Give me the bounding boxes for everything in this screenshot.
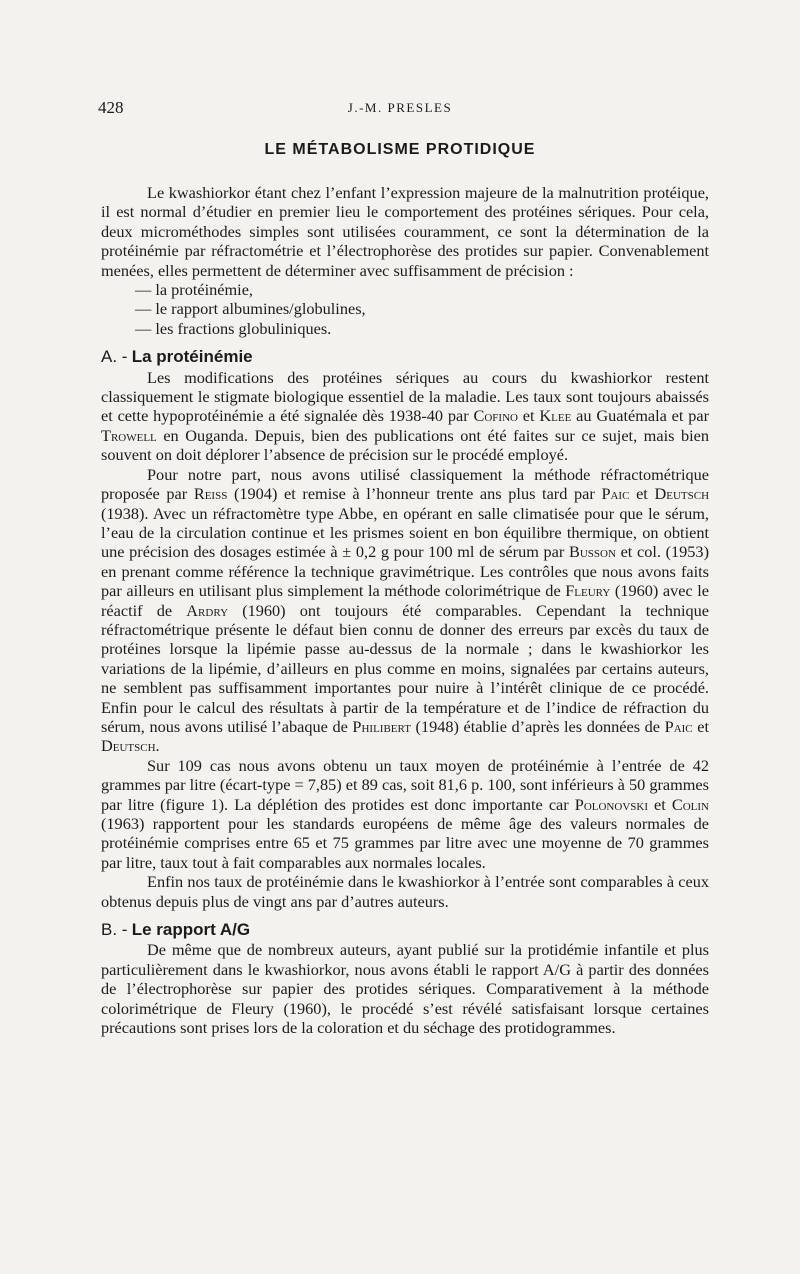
list-item: — la protéinémie, bbox=[135, 280, 253, 300]
author-name: Paic bbox=[664, 716, 693, 736]
section-a-paragraph-1: Les modifications des protéines sériques au cours du kwashiorkor restent classiquement le stigmate biologique essentiel de la maladie. Les taux sont toujours abaissés et cette hypoprotéinémie a été signalée dès 1938-40 par Cofino et Klee au Guatémala et par Trowell en Ouganda. Depuis, bien des publications ont été faites sur ce sujet, mais bien souvent on doit déplorer l’absence de précision sur le procédé employé. bbox=[101, 367, 710, 465]
running-head: J.-M. PRESLES bbox=[347, 100, 453, 115]
intro-paragraph: Le kwashiorkor étant chez l’enfant l’expression majeure de la malnutrition protéique, il est normal d’étudier en premier lieu le comportement des protéines sériques. Pour cela, deux microméthodes simples sont utilisées couramment, ce sont la détermination de la protéinémie par réfractométrie et l’électrophorèse des protides sur papier. Convenablement menées, elles permettent de déterminer avec suffisamment de précision : bbox=[101, 183, 709, 280]
section-b-letter: B. - bbox=[101, 920, 128, 940]
section-a-paragraph-4: Enfin nos taux de protéinémie dans le kwashiorkor à l’entrée sont comparables à ceux obtenus depuis plus de vingt ans par d’autres auteurs. bbox=[101, 872, 709, 911]
page-number: 428 bbox=[98, 98, 124, 117]
section-a-paragraph-2: Pour notre part, nous avons utilisé classiquement la méthode réfractométrique proposée par Reiss (1904) et remise à l’honneur trente ans plus tard par Paic et Deutsch (1938). Avec un réfractomètre type Abbe, en opérant en salle climatisée pour que le sérum, l’eau de la circulation continue et les prismes soient en bon équilibre thermique, on obtient une précision des dosages estimée à ± 0,2 g pour 100 ml de sérum par Busson et col. (1953) en prenant comme référence la technique gravimétrique. Les contrôles que nous avons faits par ailleurs en utilisant plus simplement la méthode colorimétrique de Fleury (1960) avec le réactif de Ardry (1960) ont toujours été comparables. Cependant la technique réfractométrique présente le défaut bien connu de donner des erreurs par excès du taux de protéines lorsque la lipémie passe au-dessus de la normale ; dans le kwashiorkor les variations de la lipémie, d’ailleurs en plus comme en moins, signalées par certains auteurs, ne semblent pas suffisamment importantes pour nuire à l’intérêt clinique de ce procédé. Enfin pour le calcul des résultats à partir de la température et de l’indice de réfraction du sérum, nous avons utilisé l’abaque de Philibert (1948) établie d’après les données de Paic et Deutsch. bbox=[101, 464, 710, 756]
author-name: Fleury bbox=[565, 581, 611, 601]
list-item: — les fractions globuliniques. bbox=[135, 318, 332, 338]
author-name: Klee bbox=[539, 406, 572, 426]
author-name: Polonovski bbox=[574, 794, 648, 814]
section-b-paragraph-1: De même que de nombreux auteurs, ayant publié sur la protidémie infantile et plus particulièrement dans le kwashiorkor, nous avons établi le rapport A/G à partir des données de l’électrophorèse sur papier des protides sériques. Comparativement à la méthode colorimétrique de Fleury (1960), le procédé s’est révélé satisfaisant lorsque certaines précautions sont prises lors de la coloration et du séchage des protidogrammes. bbox=[101, 940, 709, 1038]
author-name: Trowell bbox=[101, 425, 157, 445]
list-item: — le rapport albumines/globulines, bbox=[135, 299, 366, 319]
author-name: Deutsch bbox=[654, 484, 710, 504]
section-a-letter: A. - bbox=[101, 347, 128, 367]
section-b-title: Le rapport A/G bbox=[131, 920, 251, 940]
intro-list bbox=[101, 280, 709, 338]
author-name: Cofino bbox=[473, 406, 518, 426]
author-name: Paic bbox=[601, 484, 630, 504]
author-name: Colin bbox=[671, 794, 710, 814]
author-name: Busson bbox=[568, 542, 616, 562]
section-a-heading bbox=[101, 347, 709, 366]
section-a-paragraph-3: Sur 109 cas nous avons obtenu un taux moyen de protéinémie à l’entrée de 42 grammes par litre (écart-type = 7,85) et 89 cas, soit 81,6 p. 100, sont inférieurs à 50 grammes par litre (figure 1). La déplétion des protides est donc importante car Polonovski et Colin (1963) rapportent pour les standards européens de même âge des valeurs normales de protéinémie comprises entre 65 et 75 grammes par litre avec une moyenne de 70 grammes par litre, taux tout à fait comparables aux normales locales. bbox=[101, 755, 710, 872]
author-name: Philibert bbox=[352, 716, 411, 736]
author-name: Reiss bbox=[193, 484, 228, 504]
author-name: Ardry bbox=[186, 600, 229, 620]
section-b-heading bbox=[101, 920, 709, 939]
body-text bbox=[101, 183, 709, 1037]
author-name: Deutsch bbox=[101, 736, 156, 756]
chapter-title: LE MÉTABOLISME PROTIDIQUE bbox=[264, 141, 536, 158]
section-a-title: La protéinémie bbox=[131, 347, 253, 367]
